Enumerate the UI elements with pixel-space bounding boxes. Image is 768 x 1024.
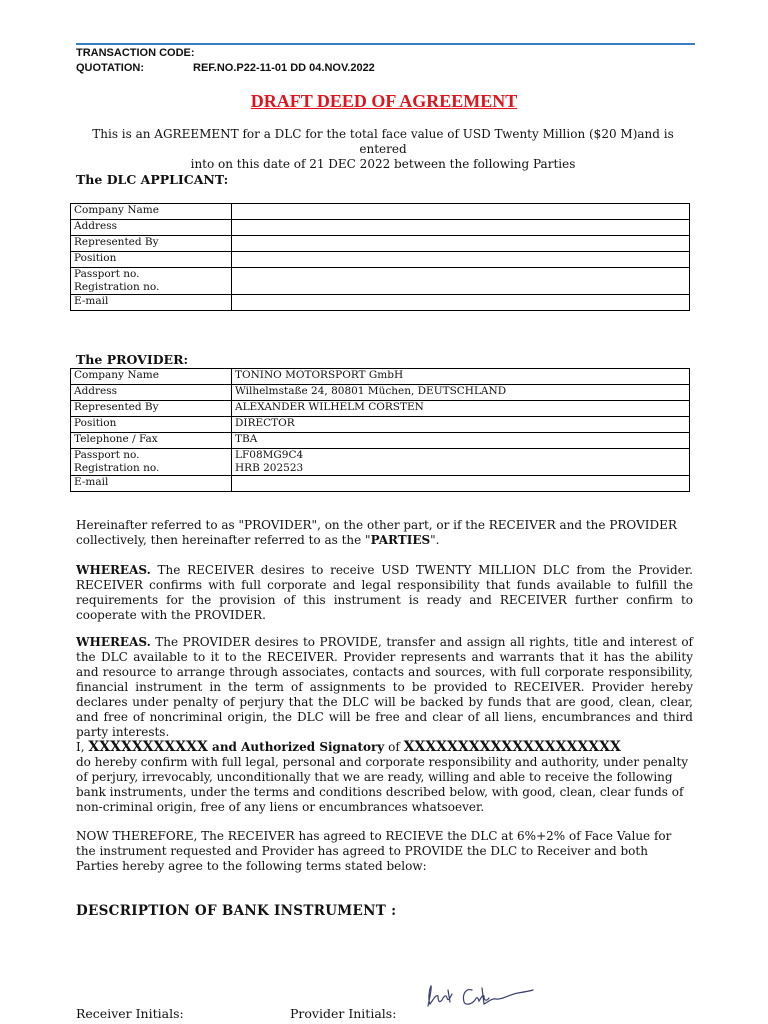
table-row <box>71 236 690 252</box>
transaction-code-row <box>76 47 195 59</box>
whereas-provider-paragraph <box>76 635 693 740</box>
applicant-value-position <box>232 252 690 268</box>
hereinafter-paragraph <box>76 518 693 548</box>
whereas-receiver-text: The RECEIVER desires to receive USD TWENTY MILLION DLC from the Provider. RECEIVER confirms with full corporate and legal responsibility that funds available to fulfill the requirements for the provision of this instrument is ready and RECEIVER further confirm to cooperate with the PROVIDER. <box>76 563 693 622</box>
applicant-label-passport <box>71 268 232 295</box>
applicant-label-represented: Represented By <box>71 236 232 252</box>
provider-label-address: Address <box>71 385 232 401</box>
provider-label-position: Position <box>71 417 232 433</box>
provider-value-passport <box>232 449 690 476</box>
table-row <box>71 433 690 449</box>
provider-value-address: Wilhelmstaße 24, 80801 Müchen, DEUTSCHLAND <box>232 385 690 401</box>
table-row <box>71 401 690 417</box>
intro-line-2: into on this date of 21 DEC 2022 between the following Parties <box>190 157 576 171</box>
table-row <box>71 295 690 311</box>
transaction-code-label: TRANSACTION CODE: <box>76 47 195 59</box>
table-row <box>71 252 690 268</box>
authorized-signatory-label: and Authorized Signatory <box>207 740 385 754</box>
applicant-label-position: Position <box>71 252 232 268</box>
whereas-receiver-paragraph <box>76 563 693 623</box>
table-row <box>71 204 690 220</box>
applicant-value-passport <box>232 268 690 295</box>
declaration-paragraph <box>76 740 693 815</box>
provider-value-represented: ALEXANDER WILHELM CORSTEN <box>232 401 690 417</box>
table-row <box>71 476 690 492</box>
applicant-value-represented <box>232 236 690 252</box>
applicant-value-company <box>232 204 690 220</box>
provider-initials-label: Provider Initials: <box>290 1006 397 1021</box>
intro-paragraph <box>76 127 690 172</box>
table-row <box>71 369 690 385</box>
parties-term: PARTIES <box>370 533 431 547</box>
table-row <box>71 220 690 236</box>
now-therefore-paragraph: NOW THEREFORE, The RECEIVER has agreed to RECIEVE the DLC at 6%+2% of Face Value for the instrument requested and Provider has agreed to PROVIDE the DLC to Receiver and both Parties hereby agree to the following terms stated below: <box>76 829 672 873</box>
applicant-label-registration-line: Registration no. <box>74 281 160 293</box>
quotation-label: QUOTATION: <box>76 62 145 74</box>
company-name-placeholder: XXXXXXXXXXXXXXXXXXXX <box>403 739 621 755</box>
provider-value-telephone: TBA <box>232 433 690 449</box>
applicant-heading: The DLC APPLICANT: <box>76 172 229 187</box>
provider-value-email <box>232 476 690 492</box>
hereinafter-text: Hereinafter referred to as "PROVIDER", on the other part, or if the RECEIVER and the PROVIDER collectively, then hereinafter referred to as the " <box>76 518 677 547</box>
applicant-label-address: Address <box>71 220 232 236</box>
whereas-lead: WHEREAS. <box>76 635 151 649</box>
applicant-value-email <box>232 295 690 311</box>
provider-label-email: E-mail <box>71 476 232 492</box>
applicant-label-email: E-mail <box>71 295 232 311</box>
intro-line-1: This is an AGREEMENT for a DLC for the total face value of USD Twenty Million ($20 M)and is entered <box>92 127 674 156</box>
provider-label-company: Company Name <box>71 369 232 385</box>
table-row <box>71 385 690 401</box>
declaration-first-line <box>76 740 693 755</box>
provider-passport-number: LF08MG9C4 <box>235 449 304 461</box>
applicant-label-passport-line: Passport no. <box>74 268 140 280</box>
provider-registration-number: HRB 202523 <box>235 462 304 474</box>
provider-label-telephone: Telephone / Fax <box>71 433 232 449</box>
table-row <box>71 268 690 295</box>
quotation-row <box>76 62 375 74</box>
document-title: DRAFT DEED OF AGREEMENT <box>250 91 518 111</box>
receiver-initials-label: Receiver Initials: <box>76 1006 184 1021</box>
provider-value-company: TONINO MOTORSPORT GmbH <box>232 369 690 385</box>
whereas-lead: WHEREAS. <box>76 563 151 577</box>
provider-label-registration-line: Registration no. <box>74 462 160 474</box>
declaration-text: do hereby confirm with full legal, personal and corporate responsibility and authority, under penalty of perjury, irrevocably, unconditionally that we are ready, willing and able to receive the following bank instruments, under the terms and conditions described below, with good, clean, clear funds of non-criminal origin, free of any liens or encumbrances whatsoever. <box>76 755 689 814</box>
provider-heading: The PROVIDER: <box>76 352 189 367</box>
signatory-name-placeholder: XXXXXXXXXXX <box>88 739 208 755</box>
table-row <box>71 449 690 476</box>
description-heading: DESCRIPTION OF BANK INSTRUMENT : <box>76 903 397 919</box>
hereinafter-end: ". <box>430 533 440 547</box>
table-row <box>71 417 690 433</box>
provider-signature-image <box>420 980 535 1012</box>
provider-label-represented: Represented By <box>71 401 232 417</box>
applicant-label-company: Company Name <box>71 204 232 220</box>
quotation-value: REF.NO.P22-11-01 DD 04.NOV.2022 <box>193 62 375 74</box>
header-rule <box>76 43 695 45</box>
provider-label-passport-line: Passport no. <box>74 449 140 461</box>
provider-label-passport <box>71 449 232 476</box>
declaration-i: I, <box>76 740 89 754</box>
applicant-value-address <box>232 220 690 236</box>
applicant-table <box>70 203 690 311</box>
provider-value-position: DIRECTOR <box>232 417 690 433</box>
whereas-provider-text: The PROVIDER desires to PROVIDE, transfer and assign all rights, title and interest of the DLC available to it to the RECEIVER. Provider represents and warrants that it has the ability and resource to arrange through associates, contacts and sources, with full corporate responsibility, financial instrument in the term of assignments to be provided to RECEIVER. Provider hereby declares under penalty of perjury that the DLC will be backed by funds that are good, clean, clear, and free of noncriminal origin, the DLC will be free and clear of all liens, encumbrances and third party interests. <box>76 635 693 739</box>
declaration-of: of <box>384 740 404 754</box>
provider-table <box>70 368 690 492</box>
